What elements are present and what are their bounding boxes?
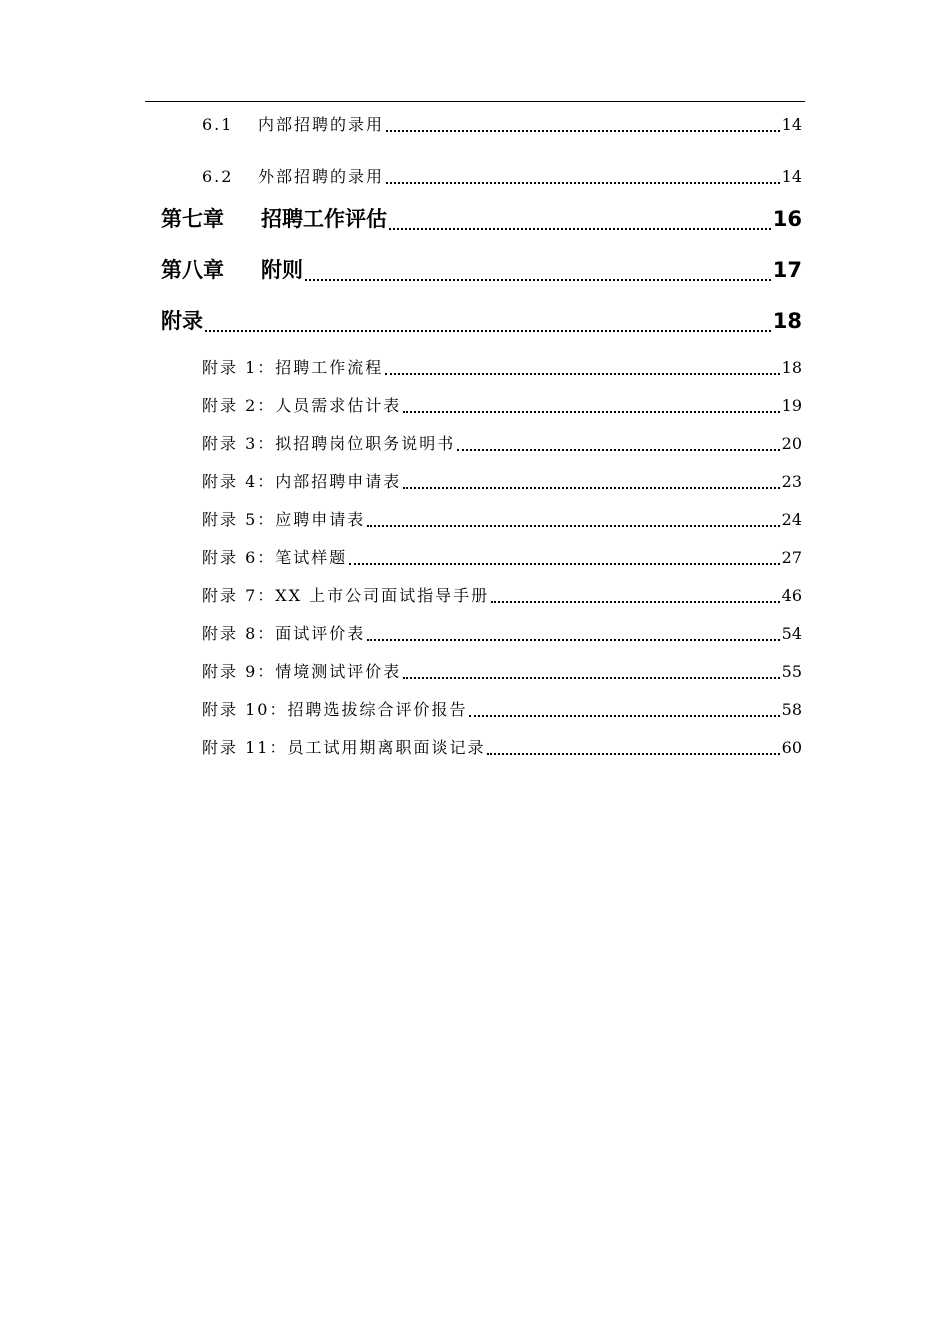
- toc-entry-title: 招聘工作评估: [261, 207, 387, 231]
- toc-entry-6-1[interactable]: [202, 112, 802, 135]
- toc-page-number: 55: [781, 662, 802, 681]
- toc-entry-title: 附录 5：应聘申请表: [202, 510, 366, 529]
- toc-entry-appendix-7[interactable]: [202, 583, 802, 606]
- toc-entry-appendix-3[interactable]: [202, 431, 802, 454]
- dot-leader: [457, 449, 779, 451]
- toc-page-number: 14: [781, 167, 802, 186]
- dot-leader: [403, 411, 779, 413]
- toc-page-number: 58: [781, 700, 802, 719]
- toc-entry-appendix-5[interactable]: [202, 507, 802, 530]
- toc-page-number: 17: [772, 258, 802, 282]
- toc-entry-chapter-7[interactable]: [161, 203, 802, 233]
- toc-chapter-number: 第七章: [161, 207, 224, 231]
- dot-leader: [403, 677, 779, 679]
- toc-entry-appendix-2[interactable]: [202, 393, 802, 416]
- toc-page-number: 18: [781, 358, 802, 377]
- toc-chapter-number: 第八章: [161, 258, 224, 282]
- toc-page-number: 18: [772, 309, 802, 333]
- toc-entry-title: 附录 6：笔试样题: [202, 548, 348, 567]
- toc-page-number: 19: [781, 396, 802, 415]
- toc-entry-title: 附录 9：情境测试评价表: [202, 662, 402, 681]
- toc-entry-title: 附录 10：招聘选拔综合评价报告: [202, 700, 468, 719]
- toc-section-number: 6.1: [202, 115, 234, 134]
- toc-entry-appendix-1[interactable]: [202, 355, 802, 378]
- toc-entry-appendix[interactable]: [161, 305, 802, 335]
- dot-leader: [305, 279, 771, 281]
- toc-entry-title: 附录 3：拟招聘岗位职务说明书: [202, 434, 456, 453]
- dot-leader: [487, 753, 779, 755]
- toc-page-number: 16: [772, 207, 802, 231]
- toc-page-number: 54: [781, 624, 802, 643]
- dot-leader: [367, 525, 779, 527]
- toc-entry-chapter-8[interactable]: [161, 254, 802, 284]
- dot-leader: [389, 228, 771, 230]
- dot-leader: [385, 373, 779, 375]
- dot-leader: [491, 601, 780, 603]
- toc-page-number: 46: [781, 586, 802, 605]
- toc-page-number: 60: [781, 738, 802, 757]
- toc-entry-title: 外部招聘的录用: [258, 167, 385, 186]
- toc-page-number: 14: [781, 115, 802, 134]
- dot-leader: [469, 715, 779, 717]
- toc-entry-title: 附则: [261, 258, 303, 282]
- toc-entry-title: 附录 2：人员需求估计表: [202, 396, 402, 415]
- toc-entry-appendix-8[interactable]: [202, 621, 802, 644]
- toc-section-number: 6.2: [202, 167, 234, 186]
- dot-leader: [386, 130, 780, 132]
- toc-page-number: 24: [781, 510, 802, 529]
- dot-leader: [403, 487, 779, 489]
- dot-leader: [386, 182, 780, 184]
- dot-leader: [367, 639, 779, 641]
- toc-entry-title: 附录: [161, 309, 203, 333]
- toc-entry-title: 内部招聘的录用: [258, 115, 385, 134]
- toc-entry-title: 附录 7：XX 上市公司面试指导手册: [202, 586, 490, 605]
- toc-page-number: 23: [781, 472, 802, 491]
- toc-entry-title: 附录 11：员工试用期离职面谈记录: [202, 738, 486, 757]
- toc-entry-6-2[interactable]: [202, 164, 802, 187]
- toc-entry-appendix-11[interactable]: [202, 735, 802, 758]
- toc-page-number: 20: [781, 434, 802, 453]
- toc-entry-appendix-10[interactable]: [202, 697, 802, 720]
- toc-entry-appendix-6[interactable]: [202, 545, 802, 568]
- dot-leader: [205, 330, 771, 332]
- toc-entry-appendix-9[interactable]: [202, 659, 802, 682]
- toc-entry-title: 附录 4：内部招聘申请表: [202, 472, 402, 491]
- toc-page-number: 27: [781, 548, 802, 567]
- toc-entry-title: 附录 8：面试评价表: [202, 624, 366, 643]
- dot-leader: [349, 563, 779, 565]
- header-rule: [145, 101, 805, 102]
- toc-entry-appendix-4[interactable]: [202, 469, 802, 492]
- toc-entry-title: 附录 1：招聘工作流程: [202, 358, 384, 377]
